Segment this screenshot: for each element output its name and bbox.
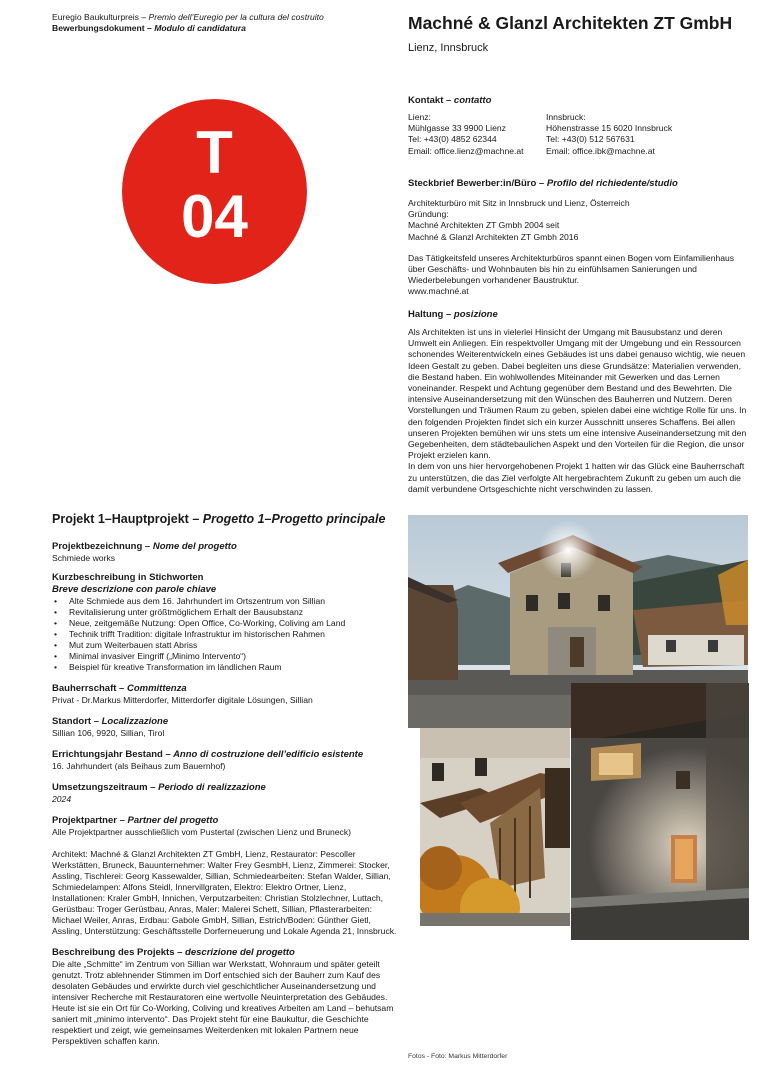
- site-value: Sillian 106, 9920, Sillian, Tirol: [52, 728, 165, 738]
- short-heading: Kurzbeschreibung in Stichworten: [52, 572, 204, 583]
- list-item: • Alte Schmiede aus dem 16. Jahrhundert im Ortszentrum von Sillian: [52, 596, 400, 607]
- firm-locations: Lienz, Innsbruck: [408, 42, 489, 54]
- project-badge: [122, 99, 307, 284]
- list-item: • Revitalisierung unter größtmöglichem Erhalt der Bausubstanz: [52, 607, 400, 618]
- email-innsbruck[interactable]: Email: office.ibk@machne.at: [546, 145, 655, 156]
- contact-innsbruck: Innsbruck: Höhenstrasse 15 6020 Innsbruck Tel: +43(0) 512 567631 Email: office.ibk@machne.at: [546, 112, 756, 157]
- photo-dusk: [571, 683, 749, 940]
- photo-dusk-image: [571, 683, 749, 940]
- client-heading: Bauherrschaft – Committenza: [52, 683, 187, 694]
- year-value: 16. Jahrhundert (als Beihaus zum Bauernhof): [52, 761, 226, 771]
- firm-name: Machné & Glanzl Architekten ZT GmbH: [408, 13, 733, 33]
- list-item: • Mut zum Weiterbauen statt Abriss: [52, 640, 400, 651]
- profile-text: Architekturbüro mit Sitz in Innsbruck und Lienz, Österreich Gründung: Machné Architekten ZT Gmbh 2004 seit Machné & Glanzl Architekten ZT Gmbh 2016 Das Tätigkeitsfeld unseres Architekturbüros spannt einen Bogen vom Einfamilienhaus über Geschäfts- und Wohnbauten bis hin zu einfühlsamen Sanierungen und Wiederbelebungen vorhandener Baustruktur. www.machné.at: [408, 198, 748, 298]
- short-heading-it: Breve descrizione con parole chiave: [52, 584, 217, 595]
- list-item: • Neue, zeitgemäße Nutzung: Open Office, Co-Working, Coliving am Land: [52, 618, 400, 629]
- contact-heading: Kontakt – contatto: [408, 95, 492, 106]
- photo-stairs: [420, 728, 570, 926]
- list-item: • Minimal invasiver Eingriff („Minimo Intervento“): [52, 651, 400, 662]
- list-item: • Beispiel für kreative Transformation im ländlichen Raum: [52, 662, 400, 673]
- stance-heading: Haltung – posizione: [408, 309, 498, 320]
- profile-paragraph: Das Tätigkeitsfeld unseres Architekturbüros spannt einen Bogen vom Einfamilienhaus über Geschäfts- und Wohnbauten bis hin zu einfühlsamen Sanierungen und Wiederbelebungen vorhandener Baustruktur.: [408, 252, 735, 286]
- site-heading: Standort – Localizzazione: [52, 716, 169, 727]
- partners-list: Architekt: Machné & Glanzl Architekten ZT GmbH, Lienz, Restaurator: Pescoller Werkstätten, Bruneck, Bauunternehmer: Walter Frey GesmbH, Lienz, Zimmerei: Stocker, Assling, Tischlerei: Georg Kassewalder, Sillian, Schmiedearbeiten: Stefan Walder, Sillian, Schmiedelampen: Alfons Steidl, Innervillgraten, Elektro: Elektro Ortner, Lienz, Installationen: Kraler GmbH, Innichen, Verputzarbeiten: Christian Stolzlechner, Luttach, Gerüstbau: Troger Gerüstbau, Anras, Maler: Malerei Schett, Sillian, Pflasterarbeiten: Michael Weiler, Anras, Erdbau: Gabole GmbH, Sillian, Estrich/Boden: Günther Gietl, Assling, Unterstützung: Geschäftsstelle Dorferneuerung und Lokale Agenda 21, Innsbruck.: [52, 849, 397, 936]
- partners-heading: Projektpartner – Partner del progetto: [52, 815, 219, 826]
- period-heading: Umsetzungszeitraum – Periodo di realizzazione: [52, 782, 266, 793]
- badge-letter: T: [196, 119, 233, 186]
- project-name: Schmiede works: [52, 553, 116, 563]
- stance-text: Als Architekten ist uns in vielerlei Hinsicht der Umgang mit Bausubstanz und deren Umwelt ein Anliegen. Ein respektvoller Umgang mit der Umgebung und ein Ressourcen schonendes Weiterentwickeln eines Gebäudes ist uns dabei genauso wichtig, wie neuen Ideen Gestalt zu geben. Dabei begleiten uns diese Grundsätze: Materialien verwenden, die Bestand haben. Ein wohlwollendes Miteinander mit Gewerken und das Lernen voneinander. Respekt und Achtung gegenüber dem Bestand und des Bewehrten. Die intensive Auseinandersetzung mit den Wünschen des Bauherren und Nutzern. Deren Vorstellungen und Träumen Raum zu geben, spielen dabei eine wichtige Rolle für uns. In den folgenden Projekten findet sich ein kurzer Ausschnitt unseres Schaffens. Bei allen unseren Projekten bemühen wir uns stets um eine intensive Auseinandersetzung mit den Gegebenheiten, dem städtebaulichen Aspekt und den Vorteilen für die Region, die unsor Projekt erzielen kann. In dem von uns hier hervorgehobenen Projekt 1 hatten wir das Glück eine Bauherrschaft zu unterstützen, die das Ziel verfolgte Alt hergebrachtem Zukunft zu geben um auch die damit verbundene Ortsgeschichte nicht verschwinden zu lassen.: [408, 327, 747, 494]
- prize-line: Euregio Baukulturpreis – Premio dell’Euregio per la cultura del costruito: [52, 12, 324, 22]
- project-title: Projekt 1–Hauptprojekt – Progetto 1–Progetto principale: [52, 512, 386, 526]
- photo-credit: Fotos - Foto: Markus Mitterdorfer: [408, 1053, 508, 1060]
- project-details: [52, 541, 400, 1047]
- name-heading: Projektbezeichnung – Nome del progetto: [52, 541, 237, 552]
- year-heading: Errichtungsjahr Bestand – Anno di costruzione dell’edificio esistente: [52, 749, 364, 760]
- website-link[interactable]: www.machné.at: [408, 286, 469, 297]
- badge-number: 04: [181, 183, 248, 250]
- contact-lienz: Lienz: Mühlgasse 33 9900 Lienz Tel: +43(0) 4852 62344 Email: office.lienz@machne.at: [408, 112, 543, 157]
- profile-heading: Steckbrief Bewerber:in/Büro – Profilo del richiedente/studio: [408, 178, 678, 189]
- email-lienz[interactable]: Email: office.lienz@machne.at: [408, 145, 524, 156]
- list-item: • Technik trifft Tradition: digitale Infrastruktur im historischen Rahmen: [52, 629, 400, 640]
- period-value: 2024: [52, 794, 72, 804]
- client-value: Privat - Dr.Markus Mitterdorfer, Mitterdorfer digitale Lösungen, Sillian: [52, 695, 313, 705]
- description-heading: Beschreibung des Projekts – descrizione del progetto: [52, 947, 295, 958]
- partners-intro: Alle Projektpartner ausschließlich vom Pustertal (zwischen Lienz und Bruneck): [52, 827, 352, 837]
- keyword-list: [52, 596, 400, 673]
- header-block: [52, 12, 392, 34]
- photo-stairs-image: [420, 728, 570, 926]
- description-text: Die alte „Schmitte“ im Zentrum von Sillian war Werkstatt, Wohnraum und später geteilt genutzt. Trotz ablehnender Stimmen im Dorf entschied sich der Bauherr zum Kauf des desolaten Gebäudes und erwirkte durch viel geschichtlicher Auseinandersetzung und intensiver Recherche mit Restauratoren eine wertvolle Neuinterpretation des Gebäudes. Heute ist sie ein Ort für Co-Working, Coliving und kreatives Arbeiten am Land – behutsam saniert mit „minimo intervento“. Das Projekt steht für eine Baukultur, die Geschichte respektiert und zeigt, wie gemeinsames Weiterdenken mit lokalen Partnern neue Perspektiven schaffen kann.: [52, 959, 394, 1046]
- document-line: Bewerbungsdokument – Modulo di candidatura: [52, 23, 246, 34]
